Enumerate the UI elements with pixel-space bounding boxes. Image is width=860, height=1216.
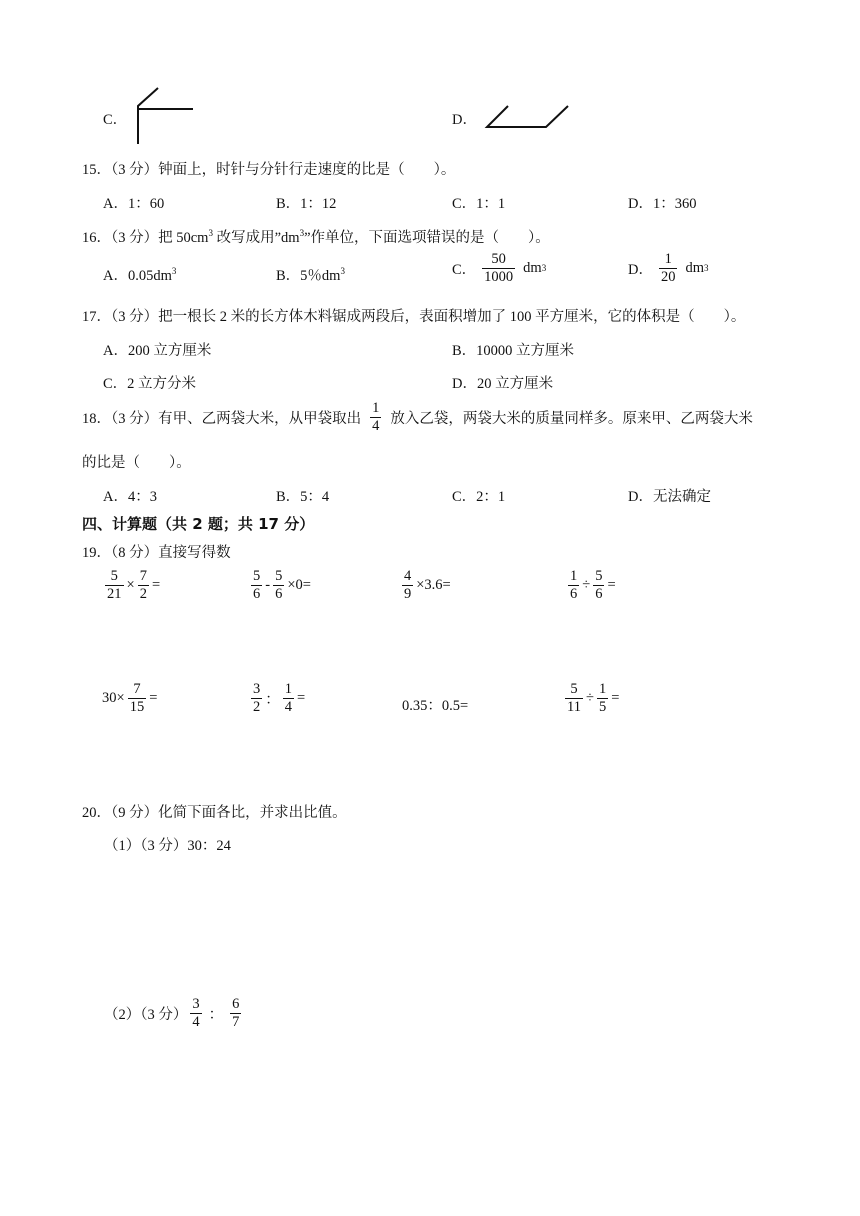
question-15-stem: 15．（3 分）钟面上，时针与分针行走速度的比是（ ）。: [82, 162, 456, 178]
q16-option-d[interactable]: D． $\frac{1}{20}$ dm 3: [628, 251, 709, 285]
q15-option-c[interactable]: C．1：1: [452, 196, 506, 212]
q16-option-c[interactable]: C． $\frac{50}{1000}$ dm 3: [452, 251, 547, 285]
angle-c-figure: [130, 86, 200, 146]
expression-5: 30× $\frac{7}{15}$ =: [102, 681, 158, 715]
expression-8: $\frac{5}{11}$ ÷ $\frac{1}{5}$ =: [567, 681, 620, 715]
fraction: $\frac{1}{4}$: [372, 400, 380, 434]
q17-option-b[interactable]: B．10000 立方厘米: [452, 343, 575, 359]
question-20-stem: 20．（9 分）化简下面各比，并求出比值。: [82, 805, 347, 821]
expression-3: $\frac{4}{9}$ ×3.6=: [404, 568, 451, 602]
q17-option-d[interactable]: D．20 立方厘米: [452, 376, 554, 392]
q18-option-c[interactable]: C．2：1: [452, 489, 506, 505]
question-18-stem-line2: 的比是（ ）。: [82, 455, 191, 471]
question-16-stem: 16．（3 分）把 $50cm^3$ 改写成用$”dm^3$”作单位，下面选项错误的是（ ）。: [82, 228, 550, 246]
q18-option-d[interactable]: D．无法确定: [628, 489, 711, 505]
angle-d-figure: [482, 103, 574, 133]
q18-option-a[interactable]: A．4：3: [103, 489, 157, 505]
q15-option-a[interactable]: A．1：60: [103, 196, 165, 212]
q16-option-b[interactable]: B．5％$dm^3$: [276, 266, 345, 284]
expression-2: $\frac{5}{6}$ - $\frac{5}{6}$ ×0=: [253, 568, 311, 602]
question-19-stem: 19．（8 分）直接写得数: [82, 545, 231, 561]
question-18-stem: 18．（3 分）有甲、乙两袋大米，从甲袋取出 $\frac{1}{4}$ 放入乙袋，两袋大米的质量同样多。原来甲、乙两袋大米: [82, 400, 753, 434]
expression-6: $\frac{3}{2}$ ： $\frac{1}{4}$ =: [253, 681, 306, 715]
fraction: $\frac{1}{20}$: [660, 251, 676, 285]
q16-option-a[interactable]: A．$0.05dm^3$: [103, 266, 177, 284]
q14-option-d-label: D．: [452, 112, 477, 128]
question-20-part-2: （2）（3 分） $\frac{3}{4}$ ： $\frac{6}{7}$: [104, 996, 240, 1030]
q18-option-b[interactable]: B．5：4: [276, 489, 330, 505]
expression-1: $\frac{5}{21}$ × $\frac{7}{2}$ =: [107, 568, 161, 602]
expression-4: $\frac{1}{6}$ ÷ $\frac{5}{6}$ =: [570, 568, 616, 602]
fraction: $\frac{50}{1000}$: [484, 251, 514, 285]
q17-option-a[interactable]: A．200 立方厘米: [103, 343, 212, 359]
expression-7: 0.35：0.5=: [402, 698, 469, 714]
question-20-part-1: （1）（3 分）30：24: [104, 838, 231, 854]
question-17-stem: 17．（3 分）把一根长 2 米的长方体木料锯成两段后，表面积增加了 100 平方厘米，它的体积是（ ）。: [82, 309, 746, 325]
q15-option-d[interactable]: D．1：360: [628, 196, 697, 212]
section-title: 四、计算题（共 2 题；共 17 分）: [82, 515, 315, 533]
q14-option-c-label: C．: [103, 112, 128, 128]
q15-option-b[interactable]: B．1：12: [276, 196, 337, 212]
q17-option-c[interactable]: C．2 立方分米: [103, 376, 197, 392]
